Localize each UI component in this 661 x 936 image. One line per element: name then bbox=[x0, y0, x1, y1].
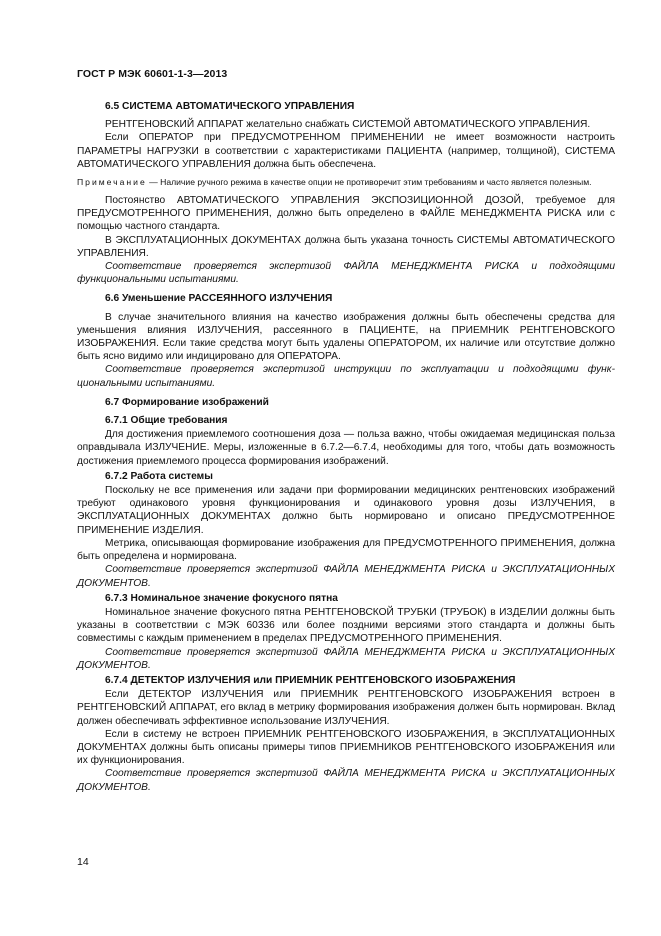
section-6-7-4-paragraph-1: Если ДЕТЕКТОР ИЗЛУЧЕНИЯ или ПРИЕМНИК РЕНТГЕНОВСКОГО ИЗОБРАЖЕНИЯ встроен в РЕНТГЕНОВСКИЙ АППАРАТ, его вклад в метрику формирования изображения должен быть нормирован. Вклад должен обеспечивать эффективное использование ИЗЛУЧЕНИЯ. bbox=[77, 689, 615, 727]
section-6-5-paragraph-4: В ЭКСПЛУАТАЦИОННЫХ ДОКУМЕНТАХ должна быть указана точность СИСТЕМЫ АВТОМАТИЧЕСКОГО УПРАВЛЕНИЯ. bbox=[77, 234, 615, 259]
section-6-5-note bbox=[77, 176, 615, 188]
document-header: ГОСТ Р МЭК 60601-1-3—2013 bbox=[77, 68, 228, 80]
section-6-5-heading: 6.5 СИСТЕМА АВТОМАТИЧЕСКОГО УПРАВЛЕНИЯ bbox=[105, 101, 355, 112]
section-6-6-compliance: Соответствие проверяется экспертизой инструкции по эксплуатации и подходящими функциональными испытаниями. bbox=[77, 364, 615, 389]
section-6-7-4-heading: 6.7.4 ДЕТЕКТОР ИЗЛУЧЕНИЯ или ПРИЕМНИК РЕНТГЕНОВСКОГО ИЗОБРАЖЕНИЯ bbox=[105, 674, 516, 686]
section-6-6-paragraph-1: В случае значительного влияния на качество изображения должны быть обеспечены средства для уменьшения влияния ИЗЛУЧЕНИЯ, рассеянного в ПАЦИЕНТЕ, на ПРИЕМНИК РЕНТГЕНОВСКОГО ИЗОБРАЖЕНИЯ. Если такие средства могут быть удалены ОПЕРАТОРОМ, их наличие или отсутствие должно быть ясно видимо или индицировано для ОПЕРАТОРА. bbox=[77, 311, 615, 363]
section-6-7-2-paragraph-2: Метрика, описывающая формирование изображения для ПРЕДУСМОТРЕННОГО ПРИМЕНЕНИЯ, должна быть определена и нормирована. bbox=[77, 537, 615, 563]
section-6-7-3-heading: 6.7.3 Номинальное значение фокусного пятна bbox=[105, 592, 338, 604]
section-6-5-paragraph-2: Если ОПЕРАТОР при ПРЕДУСМОТРЕННОМ ПРИМЕНЕНИИ не имеет возможности настроить ПАРАМЕТРЫ НАГРУЗКИ в соответствии с характеристиками ПАЦИЕНТА (например, толщиной), СИСТЕМА АВТОМАТИЧЕСКОГО УПРАВЛЕНИЯ должна быть обеспечена. bbox=[77, 132, 615, 170]
page-number: 14 bbox=[77, 856, 89, 868]
section-6-5-compliance: Соответствие проверяется экспертизой ФАЙЛА МЕНЕДЖМЕНТА РИСКА и подходящими функциональными испытаниями. bbox=[77, 261, 615, 286]
section-6-7-1-heading: 6.7.1 Общие требования bbox=[105, 415, 228, 427]
note-label: Примечание bbox=[77, 177, 147, 188]
section-6-7-2-paragraph-1: Поскольку не все применения или задачи при формировании медицинских рентгеновских изображений требуют одинакового уровня функционирования и одинакового уровня дозы ИЗЛУЧЕНИЯ, в ЭКСПЛУАТАЦИОННЫХ ДОКУМЕНТАХ должно быть нормировано и описано ПРЕДУСМОТРЕННОЕ ПРИМЕНЕНИЕ ИЗДЕЛИЯ. bbox=[77, 485, 615, 536]
section-6-7-3-paragraph-1: Номинальное значение фокусного пятна РЕНТГЕНОВСКОЙ ТРУБКИ (ТРУБОК) в ИЗДЕЛИИ должны быть указаны в соответствии с МЭК 60336 или более поздними версиями этого стандарта и должны быть совместимы с каждым применением в пределах ПРЕДУСМОТРЕННОГО ПРИМЕНЕНИЯ. bbox=[77, 606, 615, 645]
section-6-7-4-paragraph-2: Если в систему не встроен ПРИЕМНИК РЕНТГЕНОВСКОГО ИЗОБРАЖЕНИЯ, в ЭКСПЛУАТАЦИОННЫХ ДОКУМЕНТАХ должны быть описаны примеры типов ПРИЕМНИКОВ РЕНТГЕНОВСКОГО ИЗОБРАЖЕНИЯ или их функционирования. bbox=[77, 728, 615, 767]
section-6-6-heading: 6.6 Уменьшение РАССЕЯННОГО ИЗЛУЧЕНИЯ bbox=[105, 293, 333, 305]
document-body bbox=[77, 94, 615, 794]
section-6-7-2-heading: 6.7.2 Работа системы bbox=[105, 470, 213, 482]
section-6-5-paragraph-1: РЕНТГЕНОВСКИЙ АППАРАТ желательно снабжать СИСТЕМОЙ АВТОМАТИЧЕСКОГО УПРАВЛЕНИЯ. bbox=[105, 119, 591, 131]
section-6-7-heading: 6.7 Формирование изображений bbox=[105, 396, 269, 408]
section-6-7-3-compliance: Соответствие проверяется экспертизой ФАЙЛА МЕНЕДЖМЕНТА РИСКА и ЭКСПЛУАТАЦИОННЫХ ДОКУМЕНТОВ. bbox=[77, 646, 615, 671]
section-6-7-4-compliance: Соответствие проверяется экспертизой ФАЙЛА МЕНЕДЖМЕНТА РИСКА и ЭКСПЛУАТАЦИОННЫХ ДОКУМЕНТОВ. bbox=[77, 768, 615, 793]
section-6-7-1-paragraph-1: Для достижения приемлемого соотношения доза — польза важно, чтобы ожидаемая медицинская польза оправдывала ИЗЛУЧЕНИЕ. Меры, изложенные в 6.7.2—6.7.4, необходимы для того, чтобы дать возможность достижения приемлемого процесса формирования изображений. bbox=[77, 429, 615, 467]
section-6-5-paragraph-3: Постоянство АВТОМАТИЧЕСКОГО УПРАВЛЕНИЯ ЭКСПОЗИЦИОННОЙ ДОЗОЙ, требуемое для ПРЕДУСМОТРЕННОГО ПРИМЕНЕНИЯ, должно быть определено в ФАЙЛЕ МЕНЕДЖМЕНТА РИСКА или с помощью частного стандарта. bbox=[77, 195, 615, 233]
section-6-7-2-compliance: Соответствие проверяется экспертизой ФАЙЛА МЕНЕДЖМЕНТА РИСКА и ЭКСПЛУАТАЦИОННЫХ ДОКУМЕНТОВ. bbox=[77, 564, 615, 589]
note-text: — Наличие ручного режима в качестве опции не противоречит этим требованиям и часто является полезным. bbox=[146, 177, 592, 188]
